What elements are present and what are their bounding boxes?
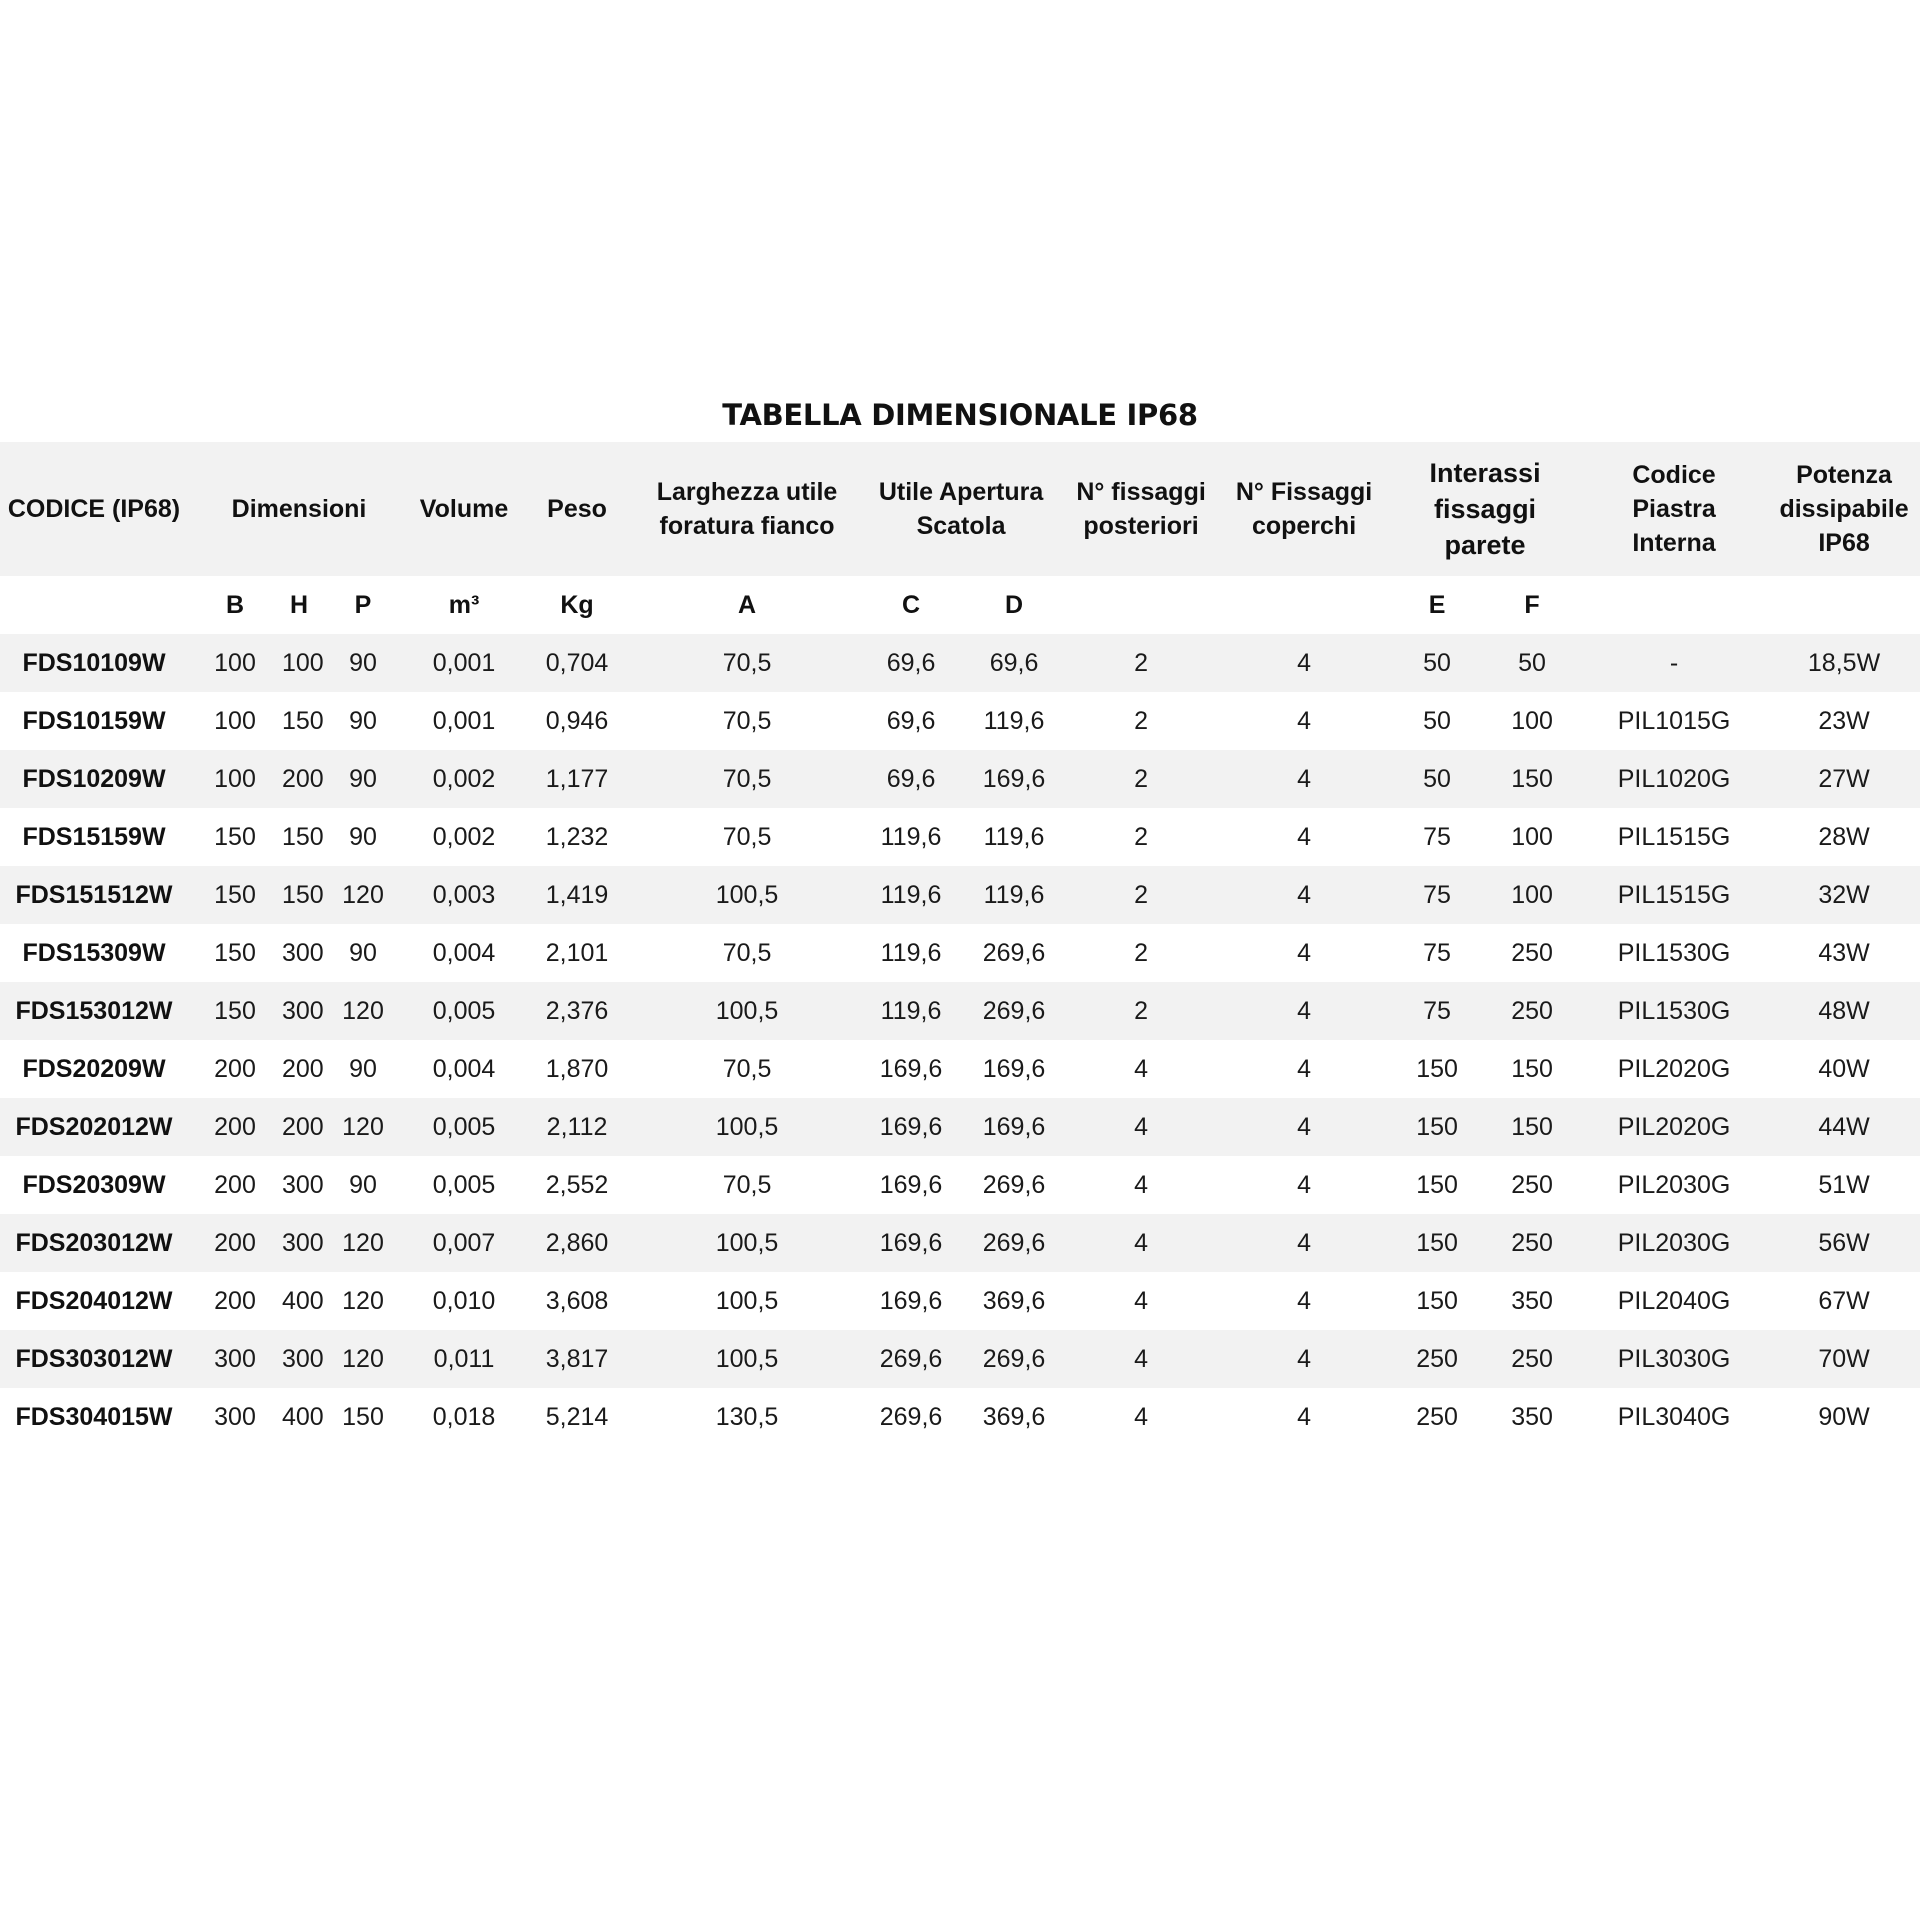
cell-p: 90 <box>349 822 377 851</box>
cell-c: 169,6 <box>879 1054 943 1083</box>
cell-fissaggi-posteriori: 4 <box>1134 1054 1148 1083</box>
cell-potenza: 32W <box>1818 880 1870 909</box>
cell-f: 250 <box>1511 1170 1553 1199</box>
cell-h: 200 <box>282 764 324 793</box>
subheader-cell: D <box>1005 590 1024 619</box>
cell-fissaggi-posteriori: 4 <box>1134 1286 1148 1315</box>
cell-volume: 0,005 <box>432 1170 496 1199</box>
cell-f: 100 <box>1511 706 1553 735</box>
cell-d: 69,6 <box>989 648 1039 677</box>
cell-potenza: 27W <box>1818 764 1870 793</box>
cell-e: 250 <box>1416 1344 1458 1373</box>
cell-fissaggi-coperchi: 4 <box>1297 938 1311 967</box>
cell-fissaggi-coperchi: 4 <box>1297 648 1311 677</box>
cell-code: FDS10209W <box>22 764 166 793</box>
cell-potenza: 23W <box>1818 706 1870 735</box>
cell-code: FDS10159W <box>22 706 166 735</box>
table-row <box>0 1272 1920 1330</box>
cell-potenza: 40W <box>1818 1054 1870 1083</box>
cell-c: 169,6 <box>879 1228 943 1257</box>
table-row <box>0 1330 1920 1388</box>
cell-volume: 0,001 <box>432 706 496 735</box>
cell-a: 70,5 <box>722 1170 772 1199</box>
cell-d: 169,6 <box>982 1054 1046 1083</box>
cell-h: 300 <box>282 938 324 967</box>
cell-c: 119,6 <box>880 938 942 967</box>
cell-h: 150 <box>282 822 324 851</box>
cell-h: 300 <box>282 996 324 1025</box>
cell-b: 100 <box>214 706 256 735</box>
cell-c: 169,6 <box>879 1170 943 1199</box>
cell-c: 69,6 <box>886 648 936 677</box>
cell-p: 90 <box>349 938 377 967</box>
cell-e: 75 <box>1423 938 1451 967</box>
cell-d: 269,6 <box>982 1228 1046 1257</box>
cell-peso: 1,177 <box>545 764 609 793</box>
cell-p: 150 <box>342 1402 384 1431</box>
cell-b: 200 <box>214 1286 256 1315</box>
cell-fissaggi-posteriori: 2 <box>1134 996 1148 1025</box>
cell-d: 119,6 <box>983 880 1045 909</box>
cell-b: 200 <box>214 1054 256 1083</box>
header-larghezza <box>636 442 858 576</box>
cell-fissaggi-coperchi: 4 <box>1297 1286 1311 1315</box>
cell-code: FDS304015W <box>15 1402 173 1431</box>
cell-c: 169,6 <box>879 1286 943 1315</box>
cell-volume: 0,010 <box>432 1286 496 1315</box>
cell-code: FDS151512W <box>15 880 173 909</box>
cell-h: 200 <box>282 1112 324 1141</box>
cell-e: 50 <box>1423 706 1451 735</box>
cell-code: FDS15159W <box>22 822 166 851</box>
cell-a: 130,5 <box>715 1402 779 1431</box>
cell-volume: 0,002 <box>432 822 496 851</box>
cell-d: 119,6 <box>983 706 1045 735</box>
cell-fissaggi-posteriori: 4 <box>1134 1402 1148 1431</box>
header-peso: Peso <box>547 495 607 523</box>
cell-fissaggi-posteriori: 4 <box>1134 1112 1148 1141</box>
header-piastra-line3: Interna <box>1632 529 1716 557</box>
cell-fissaggi-posteriori: 2 <box>1134 648 1148 677</box>
header-interassi-line1: Interassi <box>1429 458 1541 488</box>
subheader-cell <box>1580 576 1768 634</box>
cell-piastra: PIL1515G <box>1617 880 1731 909</box>
subheader-cell: P <box>354 590 372 619</box>
cell-a: 100,5 <box>715 880 779 909</box>
header-utile-line2: Scatola <box>916 512 1006 540</box>
table-row <box>0 1214 1920 1272</box>
cell-e: 50 <box>1423 648 1451 677</box>
cell-c: 169,6 <box>879 1112 943 1141</box>
cell-b: 300 <box>214 1344 256 1373</box>
subheader-cell: H <box>289 590 309 619</box>
cell-fissaggi-coperchi: 4 <box>1297 822 1311 851</box>
cell-fissaggi-coperchi: 4 <box>1297 764 1311 793</box>
cell-code: FDS203012W <box>15 1228 173 1257</box>
cell-peso: 2,860 <box>545 1228 609 1257</box>
cell-b: 200 <box>214 1170 256 1199</box>
cell-potenza: 43W <box>1818 938 1870 967</box>
cell-b: 150 <box>214 996 256 1025</box>
cell-c: 119,6 <box>880 996 942 1025</box>
cell-b: 100 <box>214 648 256 677</box>
subheader-cell <box>1064 576 1218 634</box>
cell-d: 169,6 <box>982 1112 1046 1141</box>
cell-b: 150 <box>214 938 256 967</box>
cell-f: 150 <box>1511 764 1553 793</box>
header-potenza-line2: dissipabile <box>1779 495 1909 523</box>
header-fissaggi-coperchi <box>1218 442 1390 576</box>
cell-e: 75 <box>1423 996 1451 1025</box>
subheader-cell: B <box>225 590 245 619</box>
cell-fissaggi-coperchi: 4 <box>1297 996 1311 1025</box>
cell-code: FDS15309W <box>22 938 166 967</box>
cell-d: 169,6 <box>982 764 1046 793</box>
header-potenza <box>1768 442 1920 576</box>
cell-fissaggi-coperchi: 4 <box>1297 1054 1311 1083</box>
header-potenza-line3: IP68 <box>1818 529 1870 557</box>
cell-d: 269,6 <box>982 938 1046 967</box>
cell-c: 69,6 <box>886 706 936 735</box>
cell-e: 50 <box>1423 764 1451 793</box>
cell-a: 70,5 <box>722 648 772 677</box>
cell-d: 369,6 <box>982 1286 1046 1315</box>
cell-a: 100,5 <box>715 1286 779 1315</box>
header-fissaggi-coperchi-line1: N° Fissaggi <box>1235 478 1373 506</box>
cell-d: 269,6 <box>982 1170 1046 1199</box>
cell-h: 200 <box>282 1054 324 1083</box>
subheader-cell: m³ <box>448 590 480 619</box>
cell-f: 150 <box>1511 1112 1553 1141</box>
cell-a: 100,5 <box>715 1228 779 1257</box>
cell-a: 70,5 <box>722 1054 772 1083</box>
cell-a: 70,5 <box>722 764 772 793</box>
cell-piastra: PIL1020G <box>1617 764 1731 793</box>
header-potenza-line1: Potenza <box>1796 461 1892 489</box>
header-piastra <box>1580 442 1768 576</box>
cell-c: 119,6 <box>880 880 942 909</box>
cell-piastra: PIL1015G <box>1617 706 1731 735</box>
table-title: TABELLA DIMENSIONALE IP68 <box>722 398 1198 432</box>
header-interassi-line2: fissaggi <box>1434 494 1537 524</box>
cell-h: 100 <box>282 648 324 677</box>
header-larghezza-line2: foratura fianco <box>659 512 835 540</box>
cell-potenza: 18,5W <box>1807 648 1881 677</box>
cell-f: 100 <box>1511 822 1553 851</box>
subheader-cell: C <box>902 590 921 619</box>
header-codice: CODICE (IP68) <box>7 495 181 523</box>
subheader-cell <box>1768 576 1920 634</box>
cell-code: FDS20309W <box>22 1170 166 1199</box>
table-row <box>0 750 1920 808</box>
cell-fissaggi-posteriori: 4 <box>1134 1170 1148 1199</box>
cell-volume: 0,004 <box>432 938 496 967</box>
table-row <box>0 1156 1920 1214</box>
cell-d: 269,6 <box>982 996 1046 1025</box>
cell-e: 75 <box>1423 880 1451 909</box>
subheader-cell <box>0 576 188 634</box>
cell-peso: 2,101 <box>545 938 609 967</box>
cell-b: 200 <box>214 1112 256 1141</box>
cell-code: FDS202012W <box>15 1112 173 1141</box>
cell-volume: 0,002 <box>432 764 496 793</box>
cell-piastra: PIL1530G <box>1617 996 1731 1025</box>
cell-peso: 2,112 <box>546 1112 608 1141</box>
cell-c: 269,6 <box>879 1402 943 1431</box>
cell-fissaggi-coperchi: 4 <box>1297 1228 1311 1257</box>
subheader-cell: F <box>1524 590 1540 619</box>
cell-code: FDS303012W <box>15 1344 173 1373</box>
cell-code: FDS153012W <box>15 996 173 1025</box>
header-volume: Volume <box>419 495 509 523</box>
header-utile <box>858 442 1064 576</box>
header-piastra-line1: Codice <box>1632 461 1716 489</box>
cell-fissaggi-posteriori: 2 <box>1134 764 1148 793</box>
cell-fissaggi-coperchi: 4 <box>1297 1344 1311 1373</box>
cell-volume: 0,018 <box>432 1402 496 1431</box>
cell-piastra: PIL3030G <box>1617 1344 1731 1373</box>
cell-piastra: PIL1515G <box>1617 822 1731 851</box>
cell-potenza: 51W <box>1818 1170 1870 1199</box>
table-row <box>0 924 1920 982</box>
cell-b: 100 <box>214 764 256 793</box>
cell-f: 250 <box>1511 996 1553 1025</box>
cell-potenza: 90W <box>1818 1402 1870 1431</box>
cell-b: 200 <box>214 1228 256 1257</box>
cell-f: 250 <box>1511 938 1553 967</box>
cell-code: FDS204012W <box>15 1286 173 1315</box>
header-interassi-line3: parete <box>1444 530 1526 560</box>
cell-p: 120 <box>342 1286 384 1315</box>
cell-peso: 5,214 <box>545 1402 609 1431</box>
cell-volume: 0,005 <box>432 1112 496 1141</box>
cell-fissaggi-coperchi: 4 <box>1297 1170 1311 1199</box>
cell-peso: 1,870 <box>545 1054 609 1083</box>
header-fissaggi-coperchi-line2: coperchi <box>1251 512 1357 540</box>
header-fissaggi-posteriori-line1: N° fissaggi <box>1076 478 1206 506</box>
cell-peso: 3,817 <box>545 1344 609 1373</box>
cell-volume: 0,001 <box>432 648 496 677</box>
header-piastra-line2: Piastra <box>1632 495 1716 523</box>
header-fissaggi-posteriori <box>1064 442 1218 576</box>
cell-piastra: PIL3040G <box>1617 1402 1731 1431</box>
cell-piastra: PIL2020G <box>1617 1112 1731 1141</box>
cell-e: 150 <box>1416 1170 1458 1199</box>
cell-potenza: 44W <box>1818 1112 1870 1141</box>
cell-piastra: PIL1530G <box>1617 938 1731 967</box>
cell-peso: 3,608 <box>545 1286 609 1315</box>
table-row <box>0 692 1920 750</box>
cell-piastra: PIL2040G <box>1617 1286 1731 1315</box>
header-row <box>0 442 1920 576</box>
dimension-table <box>0 442 1920 1446</box>
cell-a: 100,5 <box>715 996 779 1025</box>
cell-volume: 0,007 <box>432 1228 496 1257</box>
cell-fissaggi-posteriori: 4 <box>1134 1344 1148 1373</box>
table-row <box>0 982 1920 1040</box>
header-utile-line1: Utile Apertura <box>878 478 1044 506</box>
cell-f: 100 <box>1511 880 1553 909</box>
cell-c: 119,6 <box>880 822 942 851</box>
cell-potenza: 70W <box>1818 1344 1870 1373</box>
subheader-cell: Kg <box>560 590 594 619</box>
cell-peso: 2,552 <box>545 1170 609 1199</box>
cell-h: 300 <box>282 1170 324 1199</box>
cell-volume: 0,005 <box>432 996 496 1025</box>
cell-potenza: 48W <box>1818 996 1870 1025</box>
cell-fissaggi-posteriori: 2 <box>1134 706 1148 735</box>
table-row <box>0 1040 1920 1098</box>
cell-h: 300 <box>282 1228 324 1257</box>
cell-p: 90 <box>349 1170 377 1199</box>
cell-e: 250 <box>1416 1402 1458 1431</box>
cell-p: 90 <box>349 1054 377 1083</box>
cell-fissaggi-posteriori: 2 <box>1134 822 1148 851</box>
table-row <box>0 634 1920 692</box>
table-row <box>0 808 1920 866</box>
cell-d: 119,6 <box>983 822 1045 851</box>
header-dimensioni: Dimensioni <box>231 495 367 523</box>
cell-e: 150 <box>1416 1112 1458 1141</box>
cell-h: 300 <box>282 1344 324 1373</box>
cell-p: 90 <box>349 764 377 793</box>
cell-f: 350 <box>1511 1402 1553 1431</box>
cell-e: 150 <box>1416 1286 1458 1315</box>
cell-f: 150 <box>1511 1054 1553 1083</box>
cell-a: 70,5 <box>722 938 772 967</box>
cell-a: 70,5 <box>722 822 772 851</box>
table-row <box>0 866 1920 924</box>
cell-fissaggi-posteriori: 2 <box>1134 880 1148 909</box>
cell-fissaggi-posteriori: 4 <box>1134 1228 1148 1257</box>
cell-a: 100,5 <box>715 1112 779 1141</box>
cell-p: 120 <box>342 996 384 1025</box>
cell-p: 90 <box>349 706 377 735</box>
cell-peso: 1,419 <box>545 880 609 909</box>
cell-p: 120 <box>342 1228 384 1257</box>
cell-piastra: PIL2030G <box>1617 1228 1731 1257</box>
subheader-cell: E <box>1428 590 1446 619</box>
cell-e: 150 <box>1416 1228 1458 1257</box>
cell-d: 369,6 <box>982 1402 1046 1431</box>
cell-c: 269,6 <box>879 1344 943 1373</box>
cell-f: 50 <box>1518 648 1546 677</box>
cell-h: 150 <box>282 706 324 735</box>
cell-f: 350 <box>1511 1286 1553 1315</box>
cell-p: 90 <box>349 648 377 677</box>
cell-fissaggi-coperchi: 4 <box>1297 1112 1311 1141</box>
cell-p: 120 <box>342 880 384 909</box>
cell-b: 300 <box>214 1402 256 1431</box>
cell-piastra: - <box>1669 648 1679 677</box>
cell-e: 150 <box>1416 1054 1458 1083</box>
cell-fissaggi-coperchi: 4 <box>1297 1402 1311 1431</box>
cell-peso: 2,376 <box>545 996 609 1025</box>
cell-c: 69,6 <box>886 764 936 793</box>
subheader-cell <box>1218 576 1390 634</box>
subheader-row <box>0 576 1920 634</box>
cell-volume: 0,003 <box>432 880 496 909</box>
cell-peso: 0,704 <box>545 648 609 677</box>
cell-volume: 0,004 <box>432 1054 496 1083</box>
header-fissaggi-posteriori-line2: posteriori <box>1083 512 1199 540</box>
cell-f: 250 <box>1511 1344 1553 1373</box>
cell-fissaggi-coperchi: 4 <box>1297 706 1311 735</box>
cell-e: 75 <box>1423 822 1451 851</box>
cell-f: 250 <box>1511 1228 1553 1257</box>
cell-piastra: PIL2030G <box>1617 1170 1731 1199</box>
cell-a: 70,5 <box>722 706 772 735</box>
cell-peso: 1,232 <box>545 822 609 851</box>
header-larghezza-line1: Larghezza utile <box>656 478 838 506</box>
cell-d: 269,6 <box>982 1344 1046 1373</box>
cell-fissaggi-posteriori: 2 <box>1134 938 1148 967</box>
cell-a: 100,5 <box>715 1344 779 1373</box>
cell-potenza: 67W <box>1818 1286 1870 1315</box>
cell-h: 150 <box>282 880 324 909</box>
cell-piastra: PIL2020G <box>1617 1054 1731 1083</box>
cell-volume: 0,011 <box>433 1344 495 1373</box>
cell-code: FDS20209W <box>22 1054 166 1083</box>
cell-potenza: 28W <box>1818 822 1870 851</box>
cell-p: 120 <box>342 1112 384 1141</box>
subheader-cell: A <box>738 590 757 619</box>
cell-b: 150 <box>214 880 256 909</box>
cell-fissaggi-coperchi: 4 <box>1297 880 1311 909</box>
cell-p: 120 <box>342 1344 384 1373</box>
header-interassi <box>1390 442 1580 576</box>
cell-peso: 0,946 <box>545 706 609 735</box>
cell-h: 400 <box>282 1402 324 1431</box>
cell-b: 150 <box>214 822 256 851</box>
cell-h: 400 <box>282 1286 324 1315</box>
cell-potenza: 56W <box>1818 1228 1870 1257</box>
table-row <box>0 1388 1920 1446</box>
cell-code: FDS10109W <box>22 648 166 677</box>
table-row <box>0 1098 1920 1156</box>
